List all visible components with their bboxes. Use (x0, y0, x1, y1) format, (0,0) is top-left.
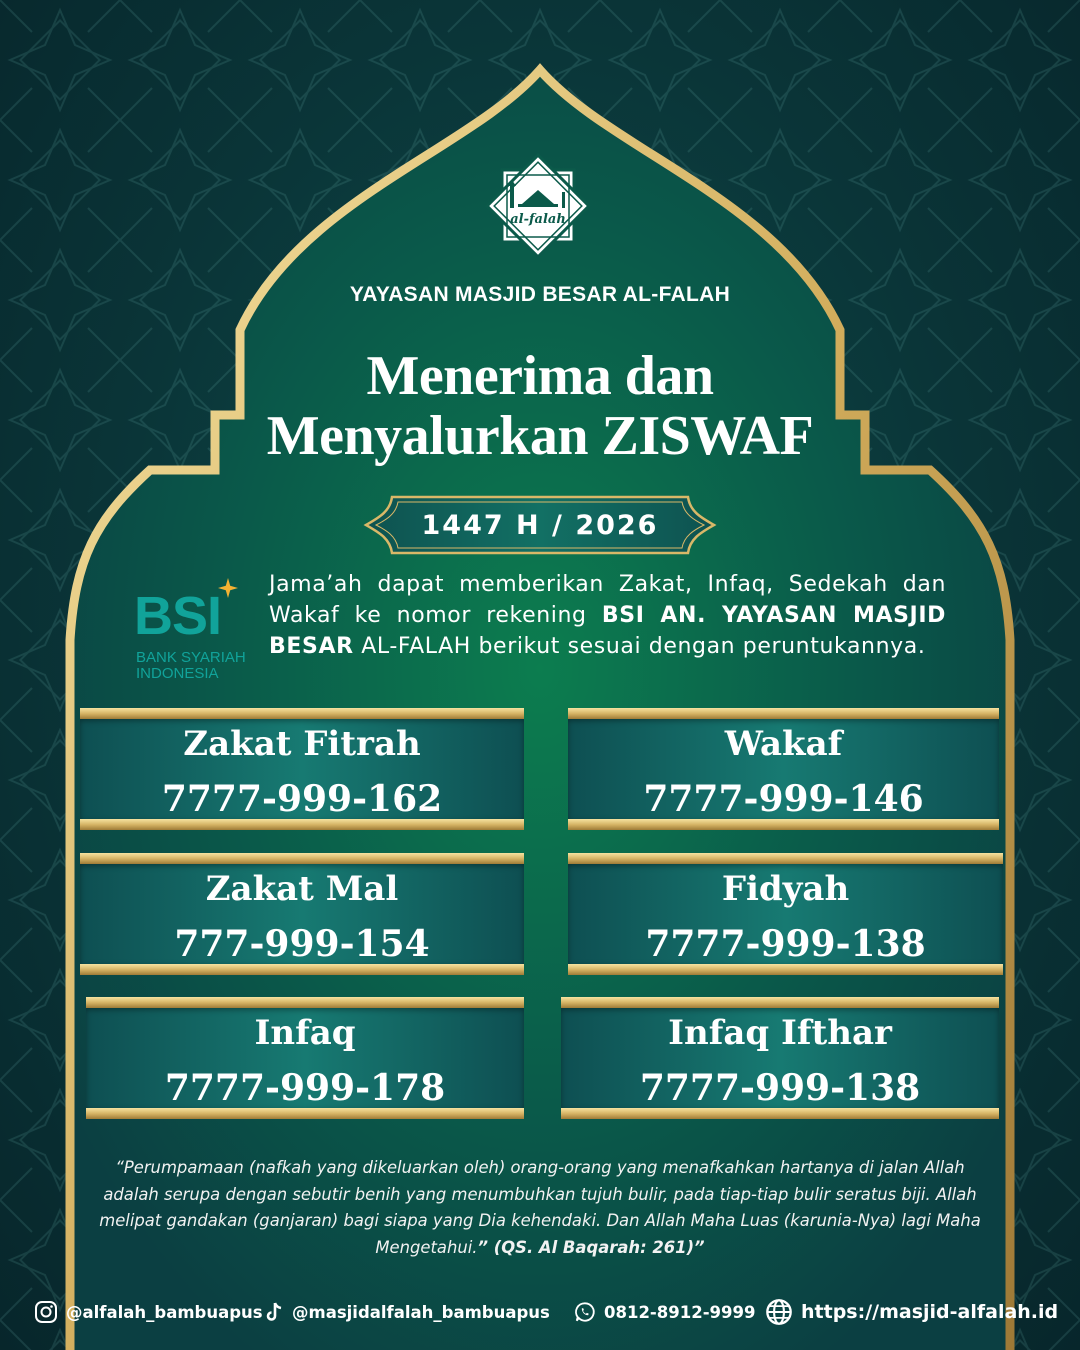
bsi-mark-text: BSI (134, 586, 222, 646)
account-number: 7777-999-138 (645, 923, 926, 965)
headline-line-2: Menyalurkan ZISWAF (266, 405, 814, 467)
tiktok-icon (264, 1301, 284, 1323)
intro-bold-account-name: BSI AN. YAYASAN MASJID BESAR (269, 603, 946, 659)
account-card-infaq-ifthar (561, 997, 999, 1119)
bsi-subtitle (136, 650, 266, 682)
bsi-subtitle-line-2: INDONESIA (136, 665, 219, 682)
logo-text: al-falah (510, 212, 566, 227)
instagram-handle: @alfalah_bambuapus (66, 1302, 263, 1322)
account-card-infaq (86, 997, 524, 1119)
whatsapp-link[interactable] (574, 1296, 755, 1328)
instagram-link[interactable] (34, 1296, 263, 1328)
account-card-wakaf (568, 708, 999, 830)
tiktok-handle: @masjidalfalah_bambuapus (292, 1302, 550, 1322)
quote-text: “Perumpamaan (nafkah yang dikeluarkan oleh) orang-orang yang menafkahkan hartanya di jalan Allah adalah serupa dengan sebutir benih yang menumbuhkan tujuh bulir, pada tiap-tiap bulir seratus biji. Allah melipat gandakan (ganjaran) bagi siapa yang Dia kehendaki. Dan Allah Maha Luas (karunia-Nya) lagi Maha Mengetahui. (99, 1158, 981, 1257)
whatsapp-icon (574, 1301, 596, 1323)
intro-paragraph (269, 569, 946, 662)
gold-bar-bottom (86, 1108, 524, 1119)
headline-title (0, 346, 1080, 466)
gold-bar-top (80, 708, 524, 719)
intro-text-1: Jama’ah dapat memberikan Zakat, Infaq, Sedekah dan Wakaf ke nomor rekening (269, 572, 946, 628)
website-link[interactable] (765, 1296, 1058, 1328)
tiktok-link[interactable] (264, 1296, 550, 1328)
account-label: Wakaf (724, 724, 843, 764)
account-number: 777-999-154 (174, 923, 430, 965)
instagram-icon (34, 1300, 58, 1324)
account-number: 7777-999-162 (161, 778, 443, 820)
gold-bar-bottom (561, 1108, 999, 1119)
bsi-bank-logo (134, 578, 260, 686)
gold-bar-top (80, 853, 524, 864)
account-card-fidyah (568, 853, 1003, 975)
quote-citation: ” (QS. Al Baqarah: 261)” (477, 1237, 705, 1257)
account-card-zakat-mal (80, 853, 524, 975)
website-url: https://masjid-alfalah.id (801, 1301, 1059, 1323)
footer-contacts (0, 1296, 1080, 1328)
gold-bar-top (561, 997, 999, 1008)
al-falah-logo-icon (484, 152, 592, 260)
intro-text-2: AL-FALAH berikut sesuai dengan peruntukannya. (353, 634, 926, 659)
gold-bar-top (568, 853, 1003, 864)
account-card-zakat-fitrah (80, 708, 524, 830)
account-label: Infaq (254, 1013, 356, 1053)
quran-quote (96, 1155, 984, 1261)
gold-bar-bottom (80, 964, 524, 975)
headline-line-1: Menerima dan (366, 345, 714, 407)
account-label: Infaq Ifthar (668, 1013, 892, 1053)
account-label: Zakat Fitrah (183, 724, 421, 764)
gold-bar-bottom (80, 819, 524, 830)
year-label: 1447 H / 2026 (421, 509, 659, 541)
gold-bar-bottom (568, 964, 1003, 975)
account-number: 7777-999-138 (639, 1067, 921, 1109)
account-label: Zakat Mal (205, 869, 399, 909)
whatsapp-number: 0812-8912-9999 (604, 1302, 756, 1322)
account-number: 7777-999-178 (164, 1067, 446, 1109)
gold-bar-top (568, 708, 999, 719)
account-number: 7777-999-146 (643, 778, 924, 820)
star-icon (218, 578, 238, 598)
gold-bar-bottom (568, 819, 999, 830)
globe-icon (765, 1298, 793, 1326)
bsi-subtitle-line-1: BANK SYARIAH (136, 649, 246, 666)
organization-name: YAYASAN MASJID BESAR AL-FALAH (349, 283, 731, 306)
account-label: Fidyah (721, 869, 850, 909)
gold-bar-top (86, 997, 524, 1008)
